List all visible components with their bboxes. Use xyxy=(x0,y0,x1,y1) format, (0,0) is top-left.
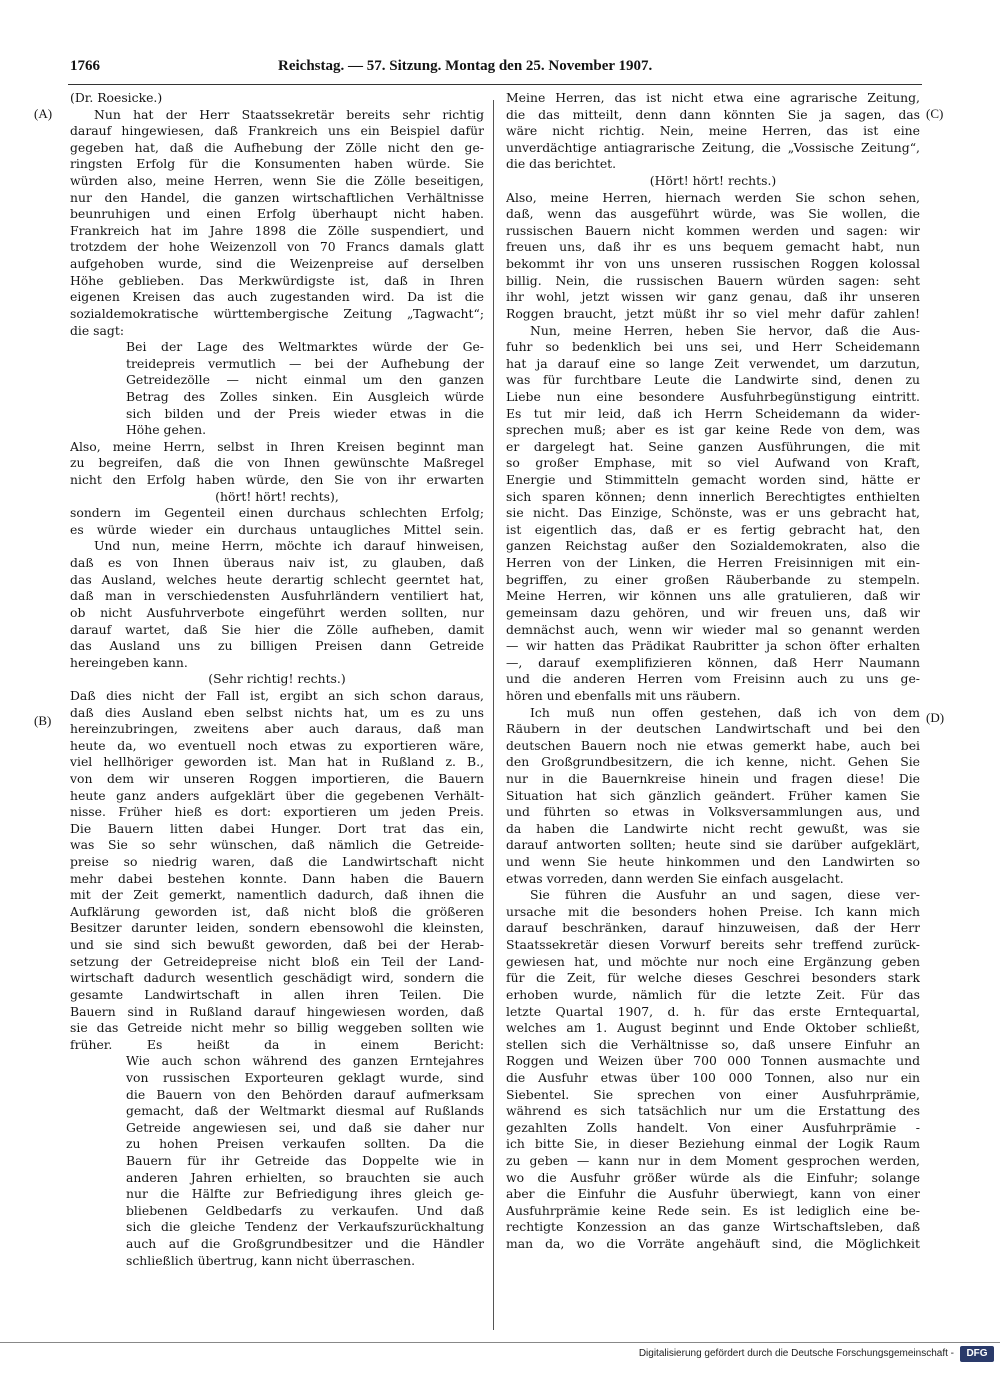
left-column-line: aufgehoben wurde, sind die Weizenpreise auf derselben xyxy=(70,256,484,272)
right-column-line: erhoben wurde, nämlich für die letzte Zeit. Für das xyxy=(506,986,920,1002)
left-column-line: schließlich übertrug, kann nicht überraschen. xyxy=(126,1252,416,1268)
right-column-line: da haben die Landwirte nicht recht gewußt, was sie xyxy=(506,820,920,836)
right-column-line: man da, wo die Vorräte angehäuft sind, die Möglichkeit xyxy=(506,1236,920,1252)
right-column-line: wo die Ausfuhr größer würde als die Einfuhr; solange xyxy=(506,1169,920,1185)
right-column-line: Sie führen die Ausfuhr an und sagen, diese ver- xyxy=(530,887,920,903)
right-column-line: ganzen Reichstag außer den Sozialdemokraten, also die xyxy=(506,538,920,554)
left-column-line: beunruhigen und einen Erfolg überhaupt nicht haben. xyxy=(70,206,484,222)
left-column-line: gemacht, daß der Weltmarkt diesmal auf Rußlands xyxy=(126,1103,484,1119)
left-column-line: Bei der Lage des Weltmarktes würde der Ge- xyxy=(126,339,484,355)
left-column-line: Getreide angewiesen sei, und daß sie daher nur xyxy=(126,1119,484,1135)
right-column-line: sprechen muß; aber es ist gar keine Rede von dem, was xyxy=(506,422,920,438)
right-column-line: aber die Einfuhr die Ausfuhr überwiegt, kann von einer xyxy=(506,1186,920,1202)
left-column-line: viel hellhöriger geworden ist. Man hat in Rußland z. B., xyxy=(70,754,484,770)
left-column-line: das Ausland, welches heute derartig schlecht geerntet hat, xyxy=(70,571,484,587)
right-column-line: Ausfuhrprämie keine Rede sein. Es ist lediglich eine be- xyxy=(506,1202,920,1218)
right-column-line: gewiesen hat, und möchte nur noch eine Ergänzung geben xyxy=(506,953,920,969)
left-column-line: nur den Handel, die ganzen wirtschaftlichen Verhältnisse xyxy=(70,189,484,205)
margin-marker-b: (B) xyxy=(34,713,52,728)
right-column-line: bekommt ihr von uns unseren russischen Roggen kolossal xyxy=(506,256,920,272)
left-column-line: Aufklärung geworden ist, daß nicht bloß die größeren xyxy=(70,903,484,919)
left-column-line: die sagt: xyxy=(70,322,124,338)
left-column-line: darauf wartet, daß Sie hier die Zölle aufheben, damit xyxy=(70,621,484,637)
left-column-line: von russischen Exporteuren geklagt wurde, sind xyxy=(126,1069,484,1085)
left-column-line: anderen Jahren erhielten, so brauchten sie auch xyxy=(126,1169,484,1185)
right-column-line: stellen sich die Verhältnisse so, daß unsere Einfuhr an xyxy=(506,1036,920,1052)
left-column-line: Die Bauern litten dabei Hunger. Dort trat das ein, xyxy=(70,820,484,836)
right-column-line: Energie und Stimmitteln gemacht worden sind, hätte er xyxy=(506,472,920,488)
left-column-line: ob nicht Ausfuhrverbote eingeführt werden sollten, nur xyxy=(70,604,484,620)
dfg-logo: DFG xyxy=(960,1346,994,1362)
left-column-line: nicht den Erfolg haben würde, den Sie von ihr erwarten xyxy=(70,472,484,488)
right-column-line: gezahlten Zolls handelt. Von einer Ausfuhrprämie - xyxy=(506,1119,920,1135)
right-column-line: hat ja darauf eine so lange Zeit verwendet, um darzutun, xyxy=(506,355,920,371)
left-column-line: Daß dies nicht der Fall ist, ergibt an sich schon daraus, xyxy=(70,687,484,703)
left-column-line: gegeben hat, daß die Aufhebung der Zölle nicht den ge- xyxy=(70,139,484,155)
right-column-line: (Hört! hört! rechts.) xyxy=(649,173,777,189)
left-column-line: daß es von Ihnen überaus naiv ist, zu glauben, daß xyxy=(70,555,484,571)
right-column-line: Meine Herren, wir können uns alle gratulieren, daß wir xyxy=(506,588,920,604)
left-column-line: (hört! hört! rechts), xyxy=(215,488,339,504)
left-column-line: von dem wir unseren Roggen importieren, die Bauern xyxy=(70,770,484,786)
right-column-line: Es tut mir leid, daß ich Herrn Scheidemann da wider- xyxy=(506,405,920,421)
right-column-line: und die anderen Herren vom Freisinn auch zu uns ge- xyxy=(506,671,920,687)
right-column-line: Räubern in der deutschen Landwirtschaft und bei den xyxy=(506,721,920,737)
left-column-line: Höhe gehen. xyxy=(126,422,207,438)
right-column-line: Roggen braucht, jetzt müßt ihr so viel mehr dafür zahlen! xyxy=(506,305,920,321)
right-column-line: — wir hatten das Prädikat Raubritter ja schon öfter erhalten xyxy=(506,638,920,654)
margin-marker-c: (C) xyxy=(926,106,944,121)
right-column-line: ist eigentlich das, daß er es fertig gebracht hat, den xyxy=(506,521,920,537)
left-column-line: Besitzer darunter leiden, sondern ebensowohl die kleinsten, xyxy=(70,920,484,936)
right-column-line: sich sparen können; denn innerlich Berechtigtes enthielten xyxy=(506,488,920,504)
left-column-line: treidepreis vermutlich — bei der Aufhebung der xyxy=(126,355,484,371)
left-column-line: Wie auch schon während des ganzen Erntejahres xyxy=(126,1053,484,1069)
right-column-line: Also, meine Herren, hiernach werden Sie schon sehen, xyxy=(506,189,920,205)
left-column-line: wirtschaft dadurch wesentlich geschädigt wird, sondern die xyxy=(70,970,484,986)
right-column-line: ihr wohl, jetzt wissen wir ganz genau, daß ihr unseren xyxy=(506,289,920,305)
left-column-line: Getreidezölle — nicht einmal um den ganzen xyxy=(126,372,484,388)
left-column-line: setzung der Getreidepreise nicht bloß ein Teil der Land- xyxy=(70,953,484,969)
left-column-line: würden also, meine Herren, wenn Sie die Zölle beseitigen, xyxy=(70,173,484,189)
right-column-line: für die Zeit, für welche dieses Geschrei besonders stark xyxy=(506,970,920,986)
left-column-line: zu hohen Preisen verkaufen sollten. Da die xyxy=(126,1136,484,1152)
left-column-line: Bauern für ihr Getreide das Doppelte wie in xyxy=(126,1153,484,1168)
right-column-line: unverdächtige antiagrarische Zeitung, die „Vossische Zeitung“, xyxy=(506,139,920,155)
left-column-line: ringsten Erfolg für die Konsumenten haben würde. Sie xyxy=(70,156,484,172)
left-column-line: Betrag des Zolles sinken. Ein Ausgleich würde xyxy=(126,388,484,404)
left-column-line: was Sie so sehr wünschen, daß nämlich die Getreide- xyxy=(70,837,484,853)
right-column-line: und wenn Sie heute hinkommen und den Landwirten so xyxy=(506,854,920,870)
left-column-line: die Bauern von den Behörden darauf aufmerksam xyxy=(126,1086,484,1102)
left-column-line: es würde wieder ein durchaus untaugliches Mittel sein. xyxy=(70,521,484,537)
left-column-line: daß dies Ausland eben selbst nichts hat, um es zu uns xyxy=(70,704,484,720)
right-column-line: hören und ebenfalls mit uns räubern. xyxy=(506,687,741,703)
right-column-line: während es sich tatsächlich nur um die Erstattung des xyxy=(506,1103,920,1119)
right-column-line: so großer Emphase, mit so viel Aufwand von Kraft, xyxy=(506,455,920,471)
right-column-line: Roggen und Weizen über 700 000 Tonnen ausmachte und xyxy=(506,1053,920,1069)
right-column-line: billig. Nein, die russischen Bauern würden sagen: seht xyxy=(506,272,920,288)
left-column-line: sie das Getreide nicht mehr so billig weggeben sollten wie xyxy=(70,1020,484,1036)
right-column-line: die das berichtet. xyxy=(506,156,617,172)
left-column-line: hereingeben kann. xyxy=(70,654,188,670)
left-column-line: zu begreifen, daß die von Ihnen gewünschte Maßregel xyxy=(70,455,484,471)
right-column-line: Meine Herren, das ist nicht etwa eine agrarische Zeitung, xyxy=(506,90,920,105)
right-column-line: darauf beschränken, darauf hinzuweisen, daß der Herr xyxy=(506,920,920,936)
right-column-line: Staatssekretär diesen Vorwurf bereits sehr treffend zurück- xyxy=(506,937,920,953)
right-column-line: wäre nicht richtig. Nein, meine Herren, das ist eine xyxy=(506,123,920,139)
left-column-line: auch auf die Großgrundbesitzer und die Händler xyxy=(126,1236,484,1252)
right-column-line: ich bitte Sie, in dieser Beziehung einmal der Logik Raum xyxy=(506,1136,920,1152)
left-column-line: nur die Hälfte zur Befriedigung ihres gleich ge- xyxy=(126,1186,484,1202)
footer-rule xyxy=(0,1342,1000,1343)
right-column-line: er dargelegt hat. Seine ganzen Ausführungen, die mit xyxy=(506,438,920,454)
right-column-line: demnächst auch, wenn wir wieder mal so genannt werden xyxy=(506,621,920,637)
left-column-line: heute da, wo eventuell noch etwas zu exportieren wäre, xyxy=(70,737,484,753)
left-column-line: preise so niedrig waren, daß die Landwirtschaft nicht xyxy=(70,854,484,870)
left-column-line: Und nun, meine Herrn, möchte ich darauf hinweisen, xyxy=(94,538,484,554)
right-column-line: etwas vorreden, dann werden Sie einfach ausgelacht. xyxy=(506,870,844,886)
running-title: Reichstag. — 57. Sitzung. Montag den 25. November 1907. xyxy=(278,58,653,74)
right-column-line: deutschen Bauern noch nie etwas gemerkt habe, auch bei xyxy=(506,737,920,753)
left-column-line: eigenen Kreisen das auch zugestanden wird. Da ist die xyxy=(70,289,484,305)
left-column-line: Höhe geblieben. Das Merkwürdigste ist, daß in Ihren xyxy=(70,272,484,288)
right-column-line: Liebe nun eine besondere Ausfuhrbegünstigung eintritt. xyxy=(506,388,920,404)
right-column-line: Nun, meine Herren, heben Sie hervor, daß die Aus- xyxy=(530,322,920,338)
left-column-line: sondern im Gegenteil einen durchaus schlechten Erfolg; xyxy=(70,505,484,521)
left-column-line: bliebenen Geldbedarfs zu verkaufen. Und daß xyxy=(126,1202,484,1218)
left-column-line: Also, meine Herrn, selbst in Ihren Kreisen beginnt man xyxy=(70,438,484,454)
right-column-line: Herren von der Linken, die Herren Freisinnigen mit ein- xyxy=(506,555,920,571)
right-column-line: die Ausfuhr etwas über 100 000 Tonnen, also nur ein xyxy=(506,1069,920,1085)
right-column-line: rechtigte Konzession an das ganze Wirtschaftsleben, daß xyxy=(506,1219,920,1235)
left-column-line: früher. Es heißt da in einem Bericht: xyxy=(70,1036,484,1052)
left-column-line: mit der Zeit gemerkt, namentlich dadurch, daß ihnen die xyxy=(70,887,484,903)
left-column-line: darauf hingewiesen, daß Frankreich uns ein Beispiel dafür xyxy=(70,123,484,139)
right-column-line: was für furchtbare Leute die Landwirte sind, denen zu xyxy=(506,372,920,388)
left-column-line: trotzdem der hohe Weizenzoll von 70 Francs damals glatt xyxy=(70,239,484,255)
page-number: 1766 xyxy=(70,58,100,74)
left-column xyxy=(70,90,484,1269)
right-column-line: nur in die Bauernkreise hinein und fragen diese! Die xyxy=(506,770,920,786)
margin-marker-d: (D) xyxy=(926,710,945,725)
right-column-line: fuhr so bedenklich bei uns sei, und Herr Scheidemann xyxy=(506,339,920,355)
left-column-line: gesamte Landwirtschaft in allen ihren Teilen. Die xyxy=(70,986,484,1002)
right-column-line: begriffen, zu einer großen Räuberbande zu stempeln. xyxy=(506,571,920,587)
right-column-line: letzte Quartal 1907, d. h. für das erste Erntequartal, xyxy=(506,1003,920,1019)
right-column xyxy=(506,90,920,1253)
left-column-text xyxy=(70,107,484,1270)
right-column-line: welches am 1. August beginnt und Ende Oktober schließt, xyxy=(506,1020,920,1036)
left-column-line: das Ausland uns zu billigen Preisen dann Getreide xyxy=(70,638,484,654)
left-column-line: Frankreich hat im Jahre 1898 die Zölle suspendiert, und xyxy=(70,222,484,238)
right-column-line: freuen uns, daß ihr es uns bequem gemacht habt, nun xyxy=(506,239,920,255)
right-column-line: die das mitteilt, denn dann könnten Sie ja sagen, das xyxy=(506,106,920,122)
right-column-line: zu geben — kann nur in dem Moment gesprochen werden, xyxy=(506,1153,920,1168)
left-column-line: Nun hat der Herr Staatssekretär bereits sehr richtig xyxy=(94,106,484,122)
page-header xyxy=(70,58,920,84)
right-column-line: gemeinsam dazu gehören, und wir freuen uns, daß wir xyxy=(506,604,920,620)
header-rule xyxy=(68,84,922,85)
left-column-line: heute ganz anders aufgeklärt über die gegebenen Verhält- xyxy=(70,787,484,803)
left-column-line: daß man in verschiedensten Ausfuhrländern ventiliert hat, xyxy=(70,588,484,604)
right-column-text xyxy=(506,90,920,1253)
right-column-line: russischen Bauern nicht kommen werden und sagen: wir xyxy=(506,222,920,238)
left-column-line: sich bilden und der Preis wieder etwas in die xyxy=(126,405,484,421)
left-column-line: sozialdemokratische württembergische Zeitung „Tagwacht“; xyxy=(70,305,484,321)
right-column-line: daß, wenn das ausgeführt würde, was Sie wollen, die xyxy=(506,206,920,222)
left-column-line: Bauern sind in Rußland darauf hingewiesen worden, daß xyxy=(70,1003,484,1019)
footer-credit: Digitalisierung gefördert durch die Deutsche Forschungsgemeinschaft - xyxy=(638,1348,954,1359)
left-column-line: mehr dabei bestehen konnte. Dann haben die Bauern xyxy=(70,870,484,886)
right-column-line: darauf antworten sollten; heute sind sie darüber aufgeklärt, xyxy=(506,837,920,853)
left-column-line: und sie sind sich bewußt geworden, daß bei der Herab- xyxy=(70,937,484,953)
column-divider xyxy=(493,100,494,1330)
right-column-line: Siebentel. Sie sprechen von einer Ausfuhrprämie, xyxy=(506,1086,920,1102)
right-column-line: Situation hat sich gänzlich geändert. Früher kamen Sie xyxy=(506,787,920,803)
right-column-line: Ich muß nun offen gestehen, daß ich von dem xyxy=(530,704,920,720)
right-column-line: den Großgrundbesitzern, die ich kenne, nicht. Gehen Sie xyxy=(506,754,920,770)
right-column-line: und führten so etwas in Volksversammlungen aus, und xyxy=(506,804,920,820)
left-column-line: (Sehr richtig! rechts.) xyxy=(208,671,346,687)
left-column-line: nisse. Früher hieß es dort: exportieren um jeden Preis. xyxy=(70,804,484,820)
left-column-line: sich die gleiche Tendenz der Verkaufszurückhaltung xyxy=(126,1219,484,1235)
right-column-line: ursache mit die besonders hohen Preise. Ich kann mich xyxy=(506,903,920,919)
margin-marker-a: (A) xyxy=(34,106,53,121)
speaker-name: (Dr. Roesicke.) xyxy=(70,90,163,105)
right-column-line: —, darauf exemplifizieren können, daß Herr Naumann xyxy=(506,654,920,670)
left-column-line: hereinzubringen, zweitens aber auch daraus, daß man xyxy=(70,721,484,737)
right-column-line: sie nicht. Das Einzige, Schönste, was er uns gebracht hat, xyxy=(506,505,920,521)
